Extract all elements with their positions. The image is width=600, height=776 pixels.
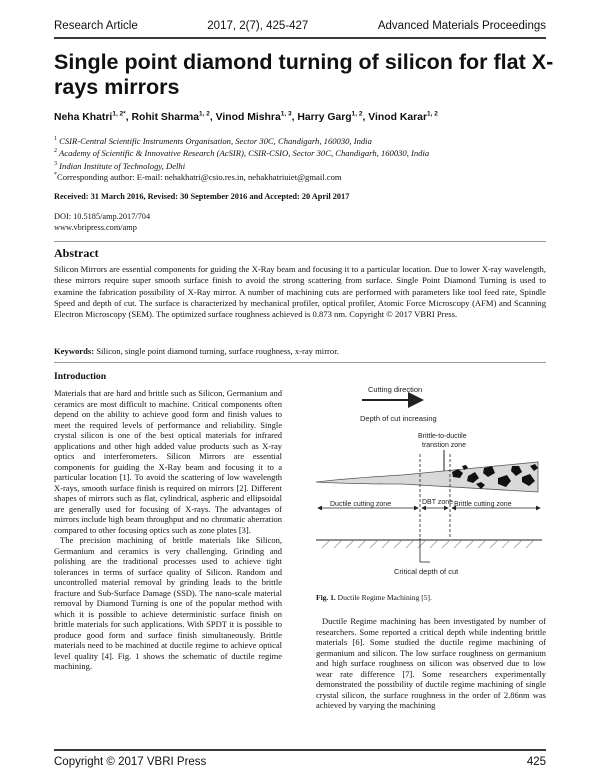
label-critical-depth: Critical depth of cut xyxy=(394,567,459,576)
label-transition-1: Brittle-to-ductile xyxy=(418,433,467,440)
article-title: Single point diamond turning of silicon for flat X-rays mirrors xyxy=(54,50,554,99)
label-transition-2: transtion zone xyxy=(422,442,466,449)
header-rule xyxy=(54,37,546,39)
affiliation: $^2$ Academy of Scientific & Innovative Research (AcSIR), CSIR-CSIO, Sector 30C, Chandigarh, 160030, India xyxy=(54,148,430,159)
author: Rohit Sharma$^{1, 2}$, xyxy=(131,111,216,124)
author: Vinod Mishra$^{1, 3}$, xyxy=(215,111,298,124)
article-type: Research Article xyxy=(54,20,138,32)
volume-issue: 2017, 2(7), 425-427 xyxy=(207,20,309,32)
figure-caption: Fig. 1. Ductile Regime Machining [5]. xyxy=(316,593,432,602)
footer-rule xyxy=(54,749,546,751)
journal-website-link[interactable]: www.vbripress.com/amp xyxy=(54,222,137,232)
label-ductile-zone: Ductile cutting zone xyxy=(330,501,392,508)
corresponding-author: *Corresponding author: E-mail: nehakhatri@csio.res.in, nehakhatriuiet@gmail.com xyxy=(54,172,342,182)
label-depth-increasing: Depth of cut increasing xyxy=(360,414,437,423)
affiliation: $^3$ Indian Institute of Technology, Delhi xyxy=(54,160,186,171)
affiliations xyxy=(54,134,554,171)
keywords-bottom-rule xyxy=(54,362,546,363)
copyright: Copyright © 2017 VBRI Press xyxy=(54,756,207,768)
label-cutting-direction: Cutting direction xyxy=(368,385,423,394)
doi-link[interactable]: DOI: 10.5185/amp.2017/704 xyxy=(54,212,151,221)
paragraph: The precision machining of brittle materials like Silicon, Germanium and ceramics is very challenging. Grinding and polishing are the traditional processes used to achieve tight tolerances in terms of surface quality of Silicon. Random and uncontrolled material removal by grinding leads to the brittle fracture and Sub-Surface Damage (SSD). The nano-scale material removal by Diamond Turning is one of the popular method with which it is possible to achieve deterministic surface finish on brittle materials for such applications. With SPDT it is possible to produce good form and surface finish simultaneously. Brittle materials need to be machined at ductile regime to achieve optical level quality [4]. Fig. 1 shows the schematic of ductile regime machining. xyxy=(54,535,282,671)
introduction-body xyxy=(54,388,282,746)
article-dates: Received: 31 March 2016, Revised: 30 September 2016 and Accepted: 20 April 2017 xyxy=(54,192,350,201)
paragraph: Ductile Regime machining has been investigated by number of researchers. Some reported a critical depth while indenting brittle materials [6]. Some studied the ductile regime machining of germanium and silicon. The low surface roughness on germanium and high surface roughness on silicon was observed due to low wear rate difference [7]. Some researchers experimentally demonstrated the possibility of ductile regime machining of single crystal silicon, the surface roughness in the order of 2.86nm was achieved by varying the machining xyxy=(316,616,546,710)
page-footer xyxy=(54,756,546,768)
paragraph: Materials that are hard and brittle such as Silicon, Germanium and ceramics are most difficult to machine. Critical components often depend on the ability to achieve good form and finish values to meet the required levels of performance and reliability. Single crystal silicon is one of the best optical materials for infrared applications and other high added value products such as X-ray optics and interferometers. Silicon Mirrors are essential components for guiding the X-Ray beam and focusing it to a particular location [1]. To avoid the scattering of low wavelength X-rays, smooth surface finish is required on mirrors [2]. Different shapes of mirrors such as flat, cylindrical, aspheric and ellipsoidal are generally used for focusing of X-rays. The advantages of mirrors include high beam throughput and no chromatic aberration compared to other focusing optics such as zone plates [3]. xyxy=(54,388,282,535)
abstract-text: Silicon Mirrors are essential components for guiding the X-Ray beam and focusing it to a particular location. Due to lower X-ray wavelength, these mirrors require super smooth surface finish to avoid the strong scattering from surface. Single Point Diamond Turning is used to examine the fabrication possibility of X-Ray mirror. A number of machining cuts are performed with parameters like tool feed rate, Spindle Speed and depth of cut. The surface is characterized by mechanical profiler, optical profiler, Atomic Force Microscopy (AFM) and Scanning Electron Microscopy (SEM). The optimized surface roughness achieved is 0.873 nm. Copyright © 2017 VBRI Press. xyxy=(54,264,546,320)
surface-hatching xyxy=(322,540,534,548)
keywords-label: Keywords: xyxy=(54,346,95,356)
keywords xyxy=(54,346,546,356)
keywords-text: Silicon, single point diamond turning, surface roughness, x-ray mirror. xyxy=(94,346,339,356)
label-dbt-zone: DBT zone xyxy=(422,499,453,506)
figure-ductile-regime xyxy=(312,378,546,588)
running-header xyxy=(54,20,546,32)
author: Neha Khatri$^{1, 2*}$, xyxy=(54,111,132,124)
introduction-heading: Introduction xyxy=(54,371,107,382)
doi-block xyxy=(54,212,554,233)
abstract-heading: Abstract xyxy=(54,246,99,260)
introduction-body-right xyxy=(316,616,546,746)
journal-name: Advanced Materials Proceedings xyxy=(377,20,546,32)
author-list xyxy=(54,111,554,123)
page-number: 425 xyxy=(526,756,546,768)
label-brittle-zone: Brittle cutting zone xyxy=(454,501,512,508)
author: Vinod Karar$^{1, 2}$ xyxy=(368,111,438,124)
abstract-top-rule xyxy=(54,241,546,242)
affiliation: $^1$ CSIR-Central Scientific Instruments Organisation, Sector 30C, Chandigarh, 160030, India xyxy=(54,135,372,146)
author: Harry Garg$^{1, 2}$, xyxy=(297,111,369,124)
